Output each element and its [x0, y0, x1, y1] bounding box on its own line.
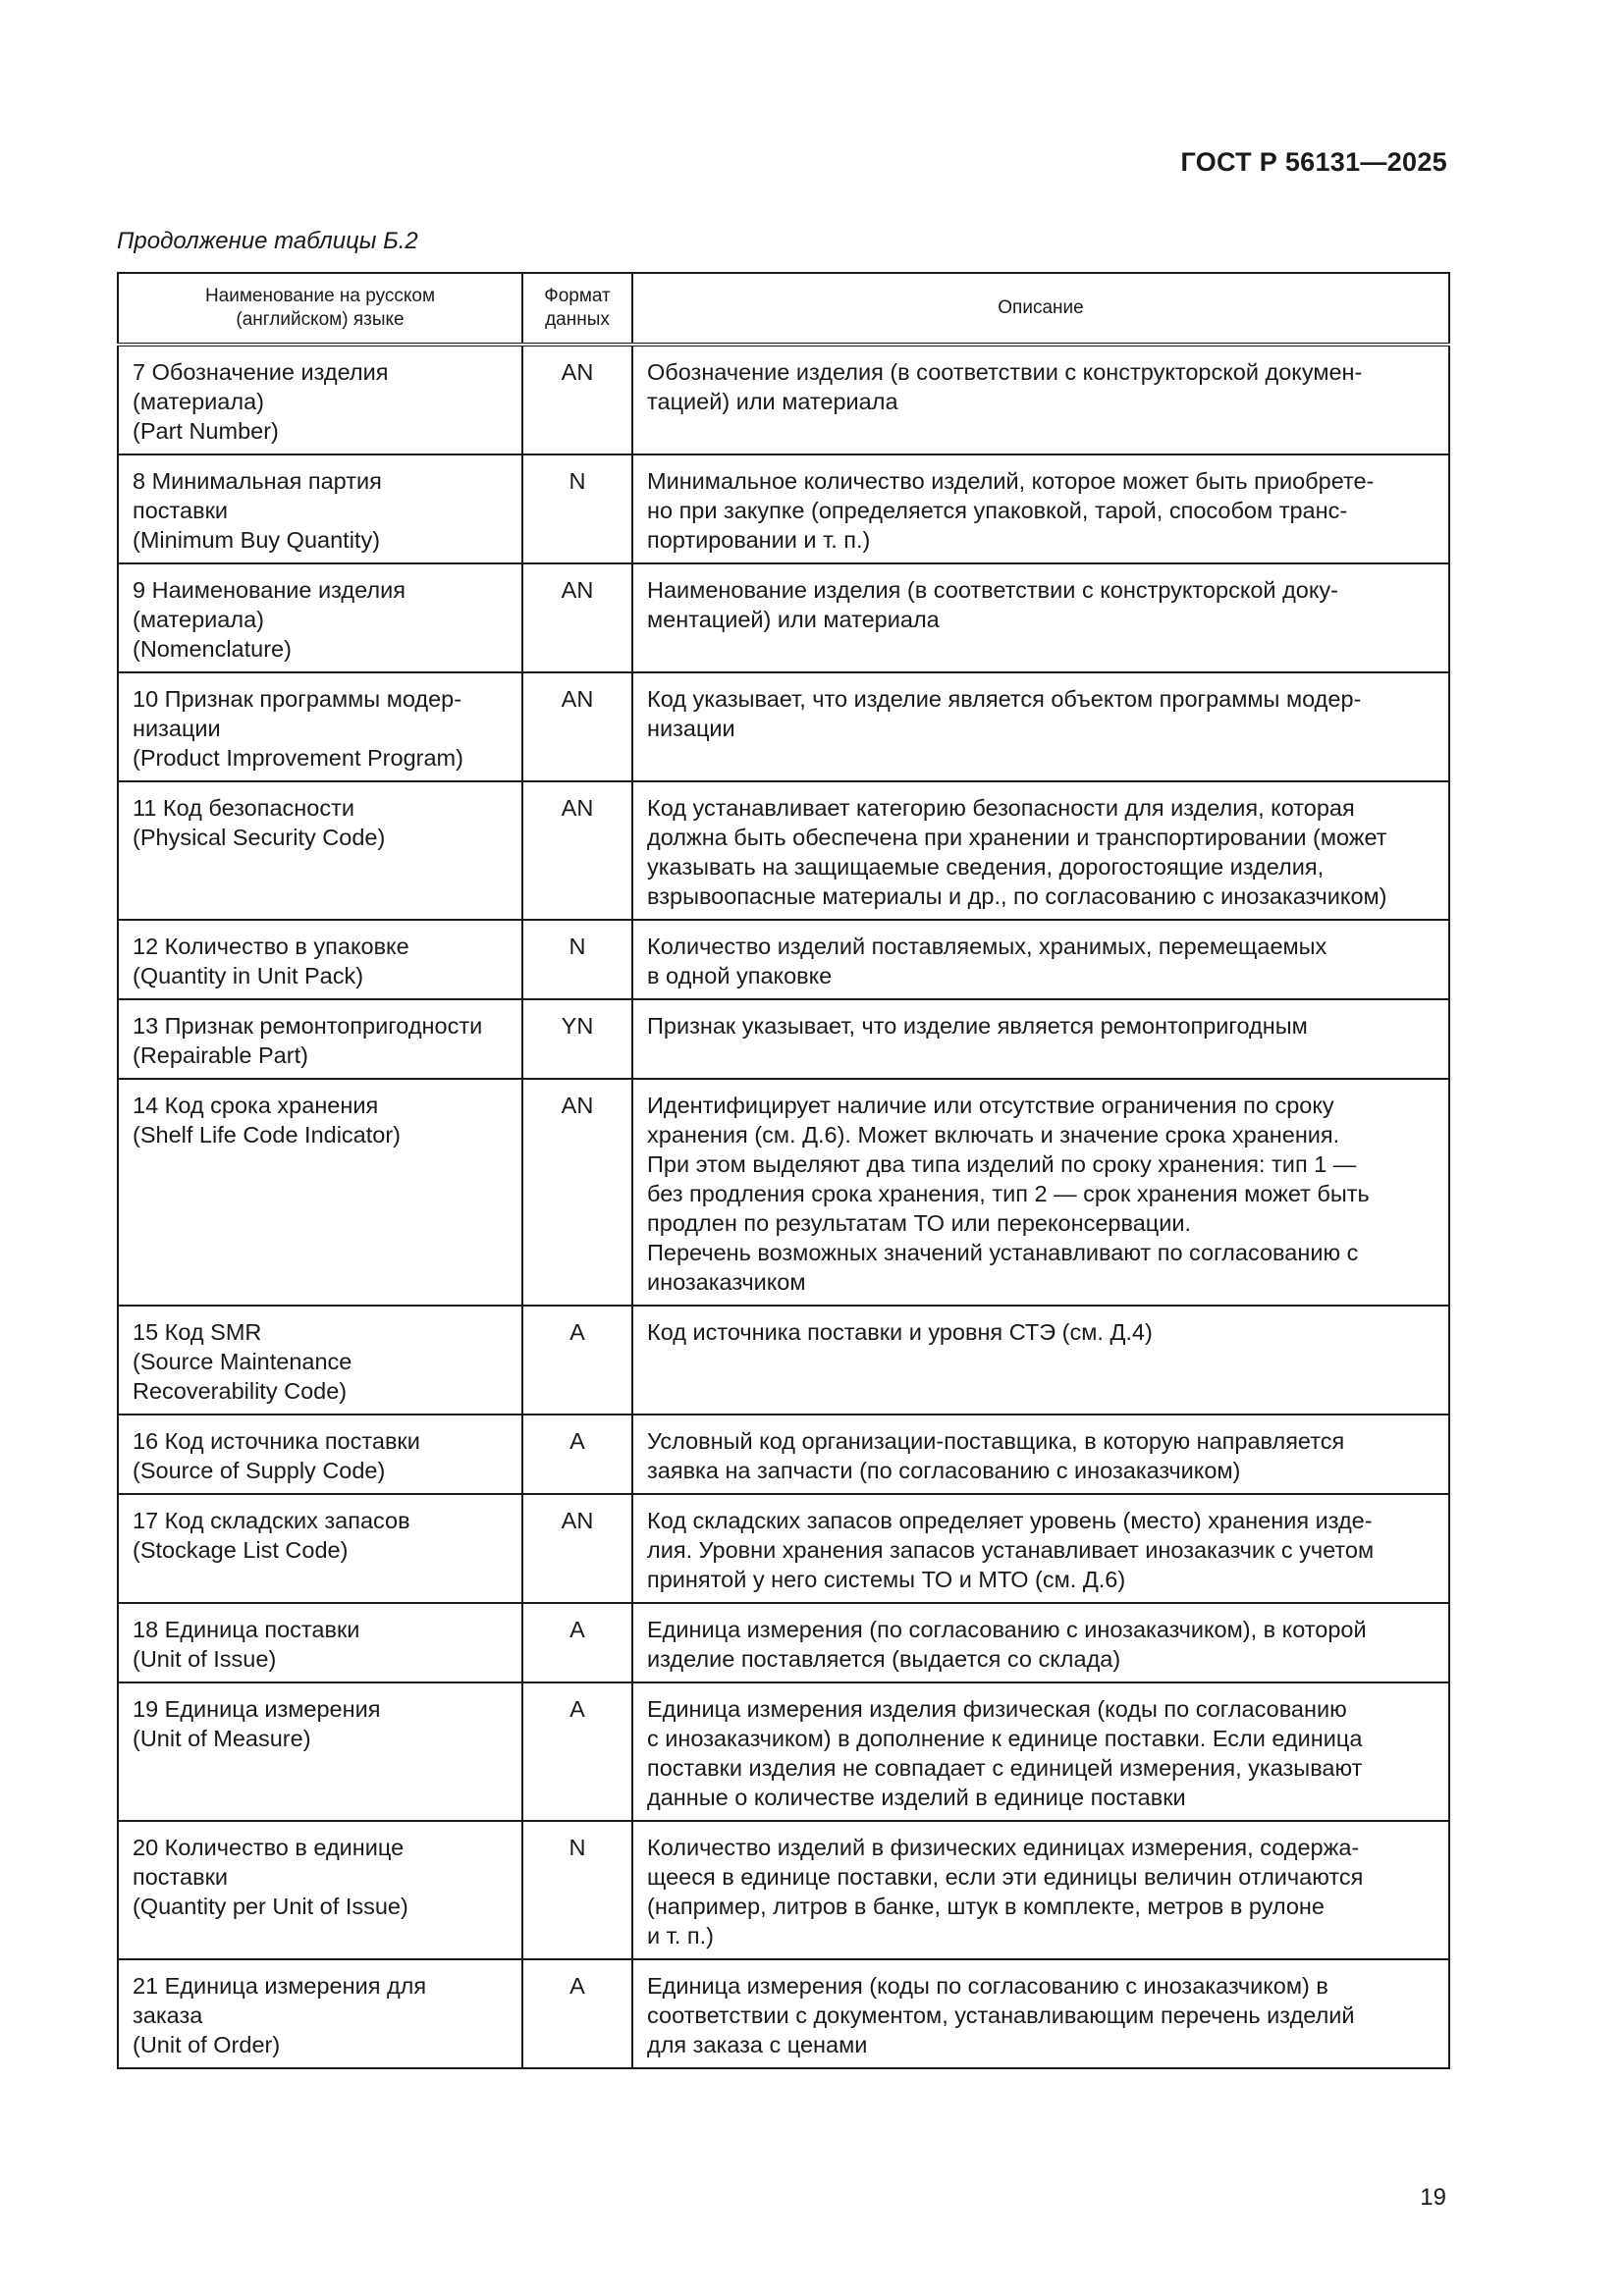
cell-description-line: Код указывает, что изделие является объектом программы модер-	[647, 686, 1362, 712]
cell-name-line: 20 Количество в единице	[133, 1835, 405, 1860]
cell-description-line: Наименование изделия (в соответствии с конструкторской доку-	[647, 577, 1338, 603]
cell-name	[118, 672, 522, 781]
cell-description-line: Код устанавливает категорию безопасности для изделия, которая	[647, 795, 1355, 821]
page-number: 19	[1420, 2184, 1446, 2211]
cell-description-line: Перечень возможных значений устанавливают по согласованию с	[647, 1240, 1359, 1265]
cell-name	[118, 1959, 522, 2068]
cell-name-line: (Stockage List Code)	[133, 1537, 349, 1563]
cell-description-line: Единица измерения (по согласованию с инозаказчиком), в которой	[647, 1617, 1367, 1642]
cell-name-line: 18 Единица поставки	[133, 1617, 360, 1642]
column-header-format-line: данных	[545, 309, 610, 330]
cell-name-line: 21 Единица измерения для	[133, 1973, 427, 1999]
cell-name	[118, 1682, 522, 1821]
cell-description-line: ментацией) или материала	[647, 607, 940, 632]
cell-format: AN	[522, 563, 632, 672]
table-row	[118, 920, 1449, 999]
document-code: ГОСТ Р 56131—2025	[1180, 147, 1447, 177]
cell-name	[118, 454, 522, 563]
table-row	[118, 1415, 1449, 1494]
cell-description	[632, 672, 1449, 781]
cell-format: AN	[522, 781, 632, 920]
cell-description	[632, 563, 1449, 672]
cell-description-line: заявка на запчасти (по согласованию с инозаказчиком)	[647, 1458, 1241, 1483]
cell-description-line: данные о количестве изделий в единице поставки	[647, 1785, 1186, 1810]
cell-name	[118, 1306, 522, 1415]
column-header-description	[632, 273, 1449, 345]
cell-format: A	[522, 1603, 632, 1682]
cell-description-line: но при закупке (определяется упаковкой, тарой, способом транс-	[647, 498, 1348, 523]
cell-description-line: Условный код организации-поставщика, в которую направляется	[647, 1428, 1345, 1454]
cell-name	[118, 1821, 522, 1959]
cell-name-line: (Shelf Life Code Indicator)	[133, 1122, 402, 1148]
cell-description	[632, 1682, 1449, 1821]
cell-description-line: Минимальное количество изделий, которое может быть приобрете-	[647, 468, 1375, 494]
cell-format: YN	[522, 999, 632, 1079]
cell-description-line: Количество изделий поставляемых, хранимых, перемещаемых	[647, 934, 1327, 959]
table-row	[118, 1306, 1449, 1415]
column-header-format-line: Формат	[544, 286, 611, 306]
cell-description-line: Код источника поставки и уровня СТЭ (см. Д.4)	[647, 1319, 1153, 1345]
cell-name-line: 12 Количество в упаковке	[133, 934, 409, 959]
cell-description-line: лия. Уровни хранения запасов устанавливает инозаказчик с учетом	[647, 1537, 1375, 1563]
cell-description-line: с инозаказчиком) в дополнение к единице поставки. Если единица	[647, 1726, 1363, 1751]
cell-name-line: 14 Код срока хранения	[133, 1093, 379, 1118]
column-header-name	[118, 273, 522, 345]
column-header-name-line: Наименование на русском	[204, 286, 436, 306]
table-body	[118, 345, 1449, 2068]
cell-name	[118, 999, 522, 1079]
cell-name-line: низации	[133, 716, 221, 741]
cell-format: N	[522, 454, 632, 563]
cell-name-line: (Source of Supply Code)	[133, 1458, 386, 1483]
cell-format: A	[522, 1959, 632, 2068]
cell-name-line: 8 Минимальная партия	[133, 468, 382, 494]
cell-name	[118, 781, 522, 920]
cell-description-line: указывать на защищаемые сведения, дорогостоящие изделия,	[647, 854, 1325, 880]
cell-description-line: и т. п.)	[647, 1923, 714, 1949]
cell-name	[118, 345, 522, 454]
table-row	[118, 672, 1449, 781]
cell-name-line: (Physical Security Code)	[133, 825, 386, 850]
cell-description-line: портировании и т. п.)	[647, 527, 871, 553]
cell-name-line: Recoverability Code)	[133, 1378, 348, 1404]
cell-name-line: (Source Maintenance	[133, 1349, 352, 1374]
cell-description	[632, 781, 1449, 920]
cell-description-line: Идентифицирует наличие или отсутствие ограничения по сроку	[647, 1093, 1334, 1118]
cell-format: N	[522, 920, 632, 999]
cell-description-line: Единица измерения изделия физическая (коды по согласованию	[647, 1696, 1347, 1722]
cell-name-line: (Nomenclature)	[133, 636, 292, 662]
cell-description	[632, 345, 1449, 454]
cell-description	[632, 1079, 1449, 1306]
cell-description-line: Количество изделий в физических единицах измерения, содержа-	[647, 1835, 1360, 1860]
cell-description-line: принятой у него системы ТО и МТО (см. Д.6)	[647, 1567, 1126, 1592]
cell-description-line: хранения (см. Д.6). Может включать и значение срока хранения.	[647, 1122, 1340, 1148]
cell-name-line: 15 Код SMR	[133, 1319, 262, 1345]
cell-name-line: поставки	[133, 1864, 229, 1890]
cell-format: AN	[522, 1079, 632, 1306]
cell-name-line: 7 Обозначение изделия	[133, 359, 389, 385]
table-header-row	[118, 273, 1449, 345]
table-row	[118, 781, 1449, 920]
cell-format: A	[522, 1306, 632, 1415]
cell-description-line: Единица измерения (коды по согласованию с инозаказчиком) в	[647, 1973, 1328, 1999]
cell-format: AN	[522, 1494, 632, 1603]
cell-description-line: должна быть обеспечена при хранении и транспортировании (может	[647, 825, 1387, 850]
cell-description	[632, 1415, 1449, 1494]
cell-name-line: (Unit of Issue)	[133, 1646, 277, 1672]
cell-format: A	[522, 1415, 632, 1494]
column-header-format	[522, 273, 632, 345]
cell-description-line: в одной упаковке	[647, 963, 833, 988]
cell-description	[632, 1494, 1449, 1603]
cell-name	[118, 1079, 522, 1306]
cell-description	[632, 454, 1449, 563]
cell-description-line: изделие поставляется (выдается со склада)	[647, 1646, 1121, 1672]
cell-name-line: 10 Признак программы модер-	[133, 686, 462, 712]
cell-description	[632, 1821, 1449, 1959]
cell-name-line: (Product Improvement Program)	[133, 745, 463, 771]
cell-description-line: без продления срока хранения, тип 2 — срок хранения может быть	[647, 1181, 1370, 1206]
cell-name-line: 19 Единица измерения	[133, 1696, 381, 1722]
cell-description-line: Признак указывает, что изделие является ремонтопригодным	[647, 1013, 1308, 1039]
cell-name-line: 11 Код безопасности	[133, 795, 354, 821]
cell-description	[632, 999, 1449, 1079]
cell-description-line: Код складских запасов определяет уровень (место) хранения изде-	[647, 1508, 1373, 1533]
cell-format: AN	[522, 672, 632, 781]
cell-format: N	[522, 1821, 632, 1959]
cell-description-line: взрывоопасные материалы и др., по согласованию с инозаказчиком)	[647, 883, 1387, 909]
table-row	[118, 563, 1449, 672]
table-row	[118, 1821, 1449, 1959]
cell-description-line: продлен по результатам ТО или переконсервации.	[647, 1210, 1192, 1236]
cell-name-line: (Unit of Order)	[133, 2032, 281, 2057]
cell-name-line: (материала)	[133, 607, 264, 632]
cell-name-line: (Unit of Measure)	[133, 1726, 311, 1751]
cell-name-line: 13 Признак ремонтопригодности	[133, 1013, 483, 1039]
cell-description	[632, 1306, 1449, 1415]
cell-name-line: 9 Наименование изделия	[133, 577, 406, 603]
cell-name-line: (материала)	[133, 389, 264, 414]
cell-description	[632, 1959, 1449, 2068]
column-header-name-line: (английском) языке	[236, 309, 405, 330]
cell-description-line: соответствии с документом, устанавливающим перечень изделий	[647, 2002, 1355, 2028]
specification-table	[117, 272, 1450, 2069]
cell-name	[118, 1415, 522, 1494]
cell-name	[118, 920, 522, 999]
cell-name-line: (Quantity in Unit Pack)	[133, 963, 364, 988]
cell-description	[632, 1603, 1449, 1682]
cell-name-line: заказа	[133, 2002, 203, 2028]
cell-name-line: (Minimum Buy Quantity)	[133, 527, 381, 553]
table-row	[118, 1079, 1449, 1306]
cell-name-line: (Repairable Part)	[133, 1042, 308, 1068]
cell-description-line: щееся в единице поставки, если эти единицы величин отличаются	[647, 1864, 1364, 1890]
cell-description-line: тацией) или материала	[647, 389, 898, 414]
table-row	[118, 454, 1449, 563]
cell-description-line: При этом выделяют два типа изделий по сроку хранения: тип 1 —	[647, 1151, 1357, 1177]
cell-name-line: (Part Number)	[133, 418, 279, 444]
cell-description-line: (например, литров в банке, штук в комплекте, метров в рулоне	[647, 1894, 1325, 1919]
cell-format: AN	[522, 345, 632, 454]
table-row	[118, 1959, 1449, 2068]
cell-name	[118, 1603, 522, 1682]
table-row	[118, 345, 1449, 454]
cell-name-line: 17 Код складских запасов	[133, 1508, 410, 1533]
cell-name	[118, 563, 522, 672]
cell-name-line: 16 Код источника поставки	[133, 1428, 420, 1454]
cell-description	[632, 920, 1449, 999]
cell-description-line: инозаказчиком	[647, 1269, 806, 1295]
cell-name-line: поставки	[133, 498, 229, 523]
table-row	[118, 999, 1449, 1079]
column-header-description-line: Описание	[998, 297, 1084, 318]
cell-format: A	[522, 1682, 632, 1821]
cell-description-line: низации	[647, 716, 735, 741]
table-row	[118, 1494, 1449, 1603]
table-caption: Продолжение таблицы Б.2	[117, 228, 418, 254]
cell-description-line: Обозначение изделия (в соответствии с конструкторской докумен-	[647, 359, 1363, 385]
cell-name-line: (Quantity per Unit of Issue)	[133, 1894, 408, 1919]
cell-description-line: поставки изделия не совпадает с единицей измерения, указывают	[647, 1755, 1363, 1781]
table-row	[118, 1603, 1449, 1682]
cell-description-line: для заказа с ценами	[647, 2032, 868, 2057]
cell-name	[118, 1494, 522, 1603]
table-row	[118, 1682, 1449, 1821]
